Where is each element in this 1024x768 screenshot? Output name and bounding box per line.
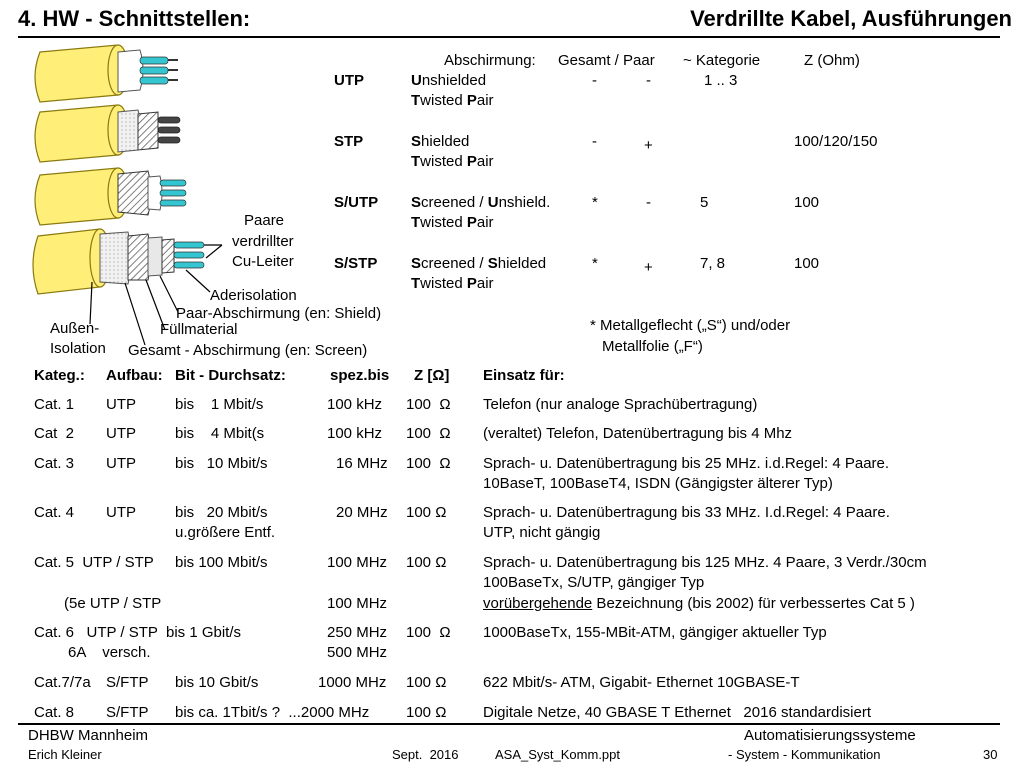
footer-topic: - System - Kommunikation <box>728 747 881 762</box>
cell-z: 100 Ω <box>406 674 447 691</box>
cell-einsatz: Sprach- u. Datenübertragung bis 33 MHz. I.d.Regel: 4 Paare. <box>483 504 890 521</box>
cell-einsatz: Sprach- u. Datenübertragung bis 125 MHz. 4 Paare, 3 Verdr./30cm <box>483 554 927 571</box>
cell-einsatz-line2: 100BaseTx, S/UTP, gängiger Typ <box>483 574 705 591</box>
type-gesamt: * <box>592 194 598 211</box>
cell-einsatz: 622 Mbit/s- ATM, Gigabit- Ethernet 10GBASE-T <box>483 674 800 691</box>
label-aderisolation: Aderisolation <box>210 287 297 304</box>
footer-course: Automatisierungssysteme <box>744 727 916 744</box>
type-z: 100 <box>794 255 820 272</box>
cable-stp-drawing <box>35 105 180 162</box>
type-name-line2: Twisted Pair <box>411 214 494 231</box>
cell-einsatz-line2: 10BaseT, 100BaseT4, ISDN (Gängigster älterer Typ) <box>483 475 833 492</box>
type-kategorie: 7, 8 <box>700 255 726 272</box>
label-paare: Paare <box>244 212 285 229</box>
cell-aufbau: UTP <box>106 455 136 472</box>
types-header-abschirmung: Abschirmung: <box>444 52 536 69</box>
type-name-line2: Twisted Pair <box>411 92 494 109</box>
col-header-kateg: Kateg.: <box>34 367 85 384</box>
cell-bit-line2: u.größere Entf. <box>175 524 276 541</box>
cell-z: 100 Ω <box>406 455 451 472</box>
cell-spez: 1000 MHz <box>318 674 387 691</box>
cell-einsatz: (veraltet) Telefon, Datenübertragung bis 4 Mhz <box>483 425 793 442</box>
cell-bit: bis 100 Mbit/s <box>175 554 268 571</box>
cable-sutp-drawing <box>35 168 186 225</box>
cell-einsatz: 1000BaseTx, 155-MBit-ATM, gängiger aktueller Typ <box>483 624 827 641</box>
label-paar-abschirmung: Paar-Abschirmung (en: Shield) <box>176 305 382 322</box>
cell-bit: bis 10 Gbit/s <box>175 674 259 691</box>
cell-spez: 100 MHz <box>327 595 388 612</box>
type-paar: - <box>646 194 651 211</box>
cell-aufbau: S/FTP <box>106 704 149 721</box>
footer-org: DHBW Mannheim <box>28 727 149 744</box>
cell-spez: 100 kHz <box>327 425 383 442</box>
footer-author: Erich Kleiner <box>28 747 102 762</box>
type-paar: + <box>644 137 653 154</box>
col-header-spez: spez.bis <box>330 367 390 384</box>
type-abbr: S/STP <box>334 255 378 272</box>
type-gesamt: - <box>592 72 597 89</box>
types-header-z: Z (Ohm) <box>804 52 860 69</box>
type-name-line2: Twisted Pair <box>411 153 494 170</box>
cell-spez: 100 kHz <box>327 396 383 413</box>
type-name-line1: Shielded <box>411 133 470 150</box>
footer-page-number: 30 <box>983 747 998 762</box>
type-gesamt: - <box>592 133 597 150</box>
cell-kateg: Cat. 4 <box>34 504 75 521</box>
type-abbr: UTP <box>334 72 364 89</box>
cell-spez: 16 MHz <box>336 455 388 472</box>
type-gesamt: * <box>592 255 598 272</box>
cell-kateg: Cat. 8 <box>34 704 75 721</box>
type-kategorie: 1 .. 3 <box>704 72 738 89</box>
col-header-bit: Bit - Durchsatz: <box>175 367 286 384</box>
cell-aufbau: UTP <box>106 425 136 442</box>
footnote-line1: * Metallgeflecht („S“) und/oder <box>590 317 791 334</box>
cell-kateg: Cat. 6 UTP / STP bis 1 Gbit/s <box>34 624 242 641</box>
footer-file: ASA_Syst_Komm.ppt <box>495 747 620 762</box>
cell-z: 100 Ω <box>406 554 447 571</box>
cell-spez-line2: 500 MHz <box>327 644 388 661</box>
cell-spez: 20 MHz <box>336 504 388 521</box>
cell-bit: bis 4 Mbit(s <box>175 425 265 442</box>
type-name-line1: Screened / Shielded <box>411 255 547 272</box>
type-z: 100 <box>794 194 820 211</box>
col-header-einsatz: Einsatz für: <box>483 367 565 384</box>
cell-aufbau: S/FTP <box>106 674 149 691</box>
slide-title: Verdrillte Kabel, Ausführungen <box>690 6 1012 31</box>
col-header-aufbau: Aufbau: <box>106 367 163 384</box>
label-fuellmaterial: Füllmaterial <box>160 321 238 338</box>
cell-einsatz: Telefon (nur analoge Sprachübertragung) <box>483 396 758 413</box>
types-header-kategorie: ~ Kategorie <box>683 52 761 69</box>
label-verdrillter: verdrillter <box>232 233 294 250</box>
type-abbr: S/UTP <box>334 194 379 211</box>
cell-spez: 100 MHz <box>327 554 388 571</box>
cell-z: 100 Ω <box>406 704 447 721</box>
cell-bit: bis 10 Mbit/s <box>175 455 268 472</box>
col-header-z: Z [Ω] <box>414 367 450 384</box>
cell-aufbau: UTP <box>106 396 136 413</box>
cell-kateg: (5e UTP / STP <box>64 595 162 612</box>
cell-z: 100 Ω <box>406 504 447 521</box>
cell-bit: bis 1 Mbit/s <box>175 396 264 413</box>
footer-divider <box>18 723 1000 725</box>
cell-kateg: Cat.7/7a <box>34 674 91 691</box>
cell-kateg: Cat. 3 <box>34 455 75 472</box>
type-abbr: STP <box>334 133 364 150</box>
type-name-line1: Unshielded <box>411 72 487 89</box>
type-paar: - <box>646 72 651 89</box>
cell-einsatz: Sprach- u. Datenübertragung bis 25 MHz. i.d.Regel: 4 Paare. <box>483 455 890 472</box>
slide-section-title: 4. HW - Schnittstellen: <box>18 6 251 31</box>
type-kategorie: 5 <box>700 194 709 211</box>
type-name-line2: Twisted Pair <box>411 275 494 292</box>
cell-bit: bis ca. 1Tbit/s ? ...2000 MHz <box>175 704 370 721</box>
types-header-gesamt-paar: Gesamt / Paar <box>558 52 655 69</box>
cell-z: 100 Ω <box>406 425 451 442</box>
cell-einsatz: vorübergehende Bezeichnung (bis 2002) für verbessertes Cat 5 ) <box>483 595 915 612</box>
cable-utp-drawing <box>35 45 178 102</box>
cell-einsatz: Digitale Netze, 40 GBASE T Ethernet 2016 standardisiert <box>483 704 871 721</box>
label-isolation: Isolation <box>50 340 106 357</box>
cell-aufbau: UTP <box>106 504 136 521</box>
cell-kateg: Cat. 1 <box>34 396 75 413</box>
label-cu-leiter: Cu-Leiter <box>232 253 294 270</box>
cell-z: 100 Ω <box>406 624 451 641</box>
label-aussen: Außen- <box>50 320 100 337</box>
cell-kateg: Cat 2 <box>34 425 75 442</box>
type-paar: + <box>644 259 653 276</box>
footer-date: Sept. 2016 <box>392 747 459 762</box>
cell-kateg-line2: 6A versch. <box>68 644 151 661</box>
cell-bit: bis 20 Mbit/s <box>175 504 268 521</box>
cell-spez: 250 MHz <box>327 624 388 641</box>
label-gesamt-abschirmung: Gesamt - Abschirmung (en: Screen) <box>128 342 368 359</box>
type-z: 100/120/150 <box>794 133 878 150</box>
footnote-line2: Metallfolie („F“) <box>602 338 703 355</box>
cable-sstp-drawing <box>33 229 204 294</box>
type-name-line1: Screened / Unshield. <box>411 194 551 211</box>
cell-einsatz-line2: UTP, nicht gängig <box>483 524 601 541</box>
cell-kateg: Cat. 5 UTP / STP <box>34 554 154 571</box>
cell-z: 100 Ω <box>406 396 451 413</box>
